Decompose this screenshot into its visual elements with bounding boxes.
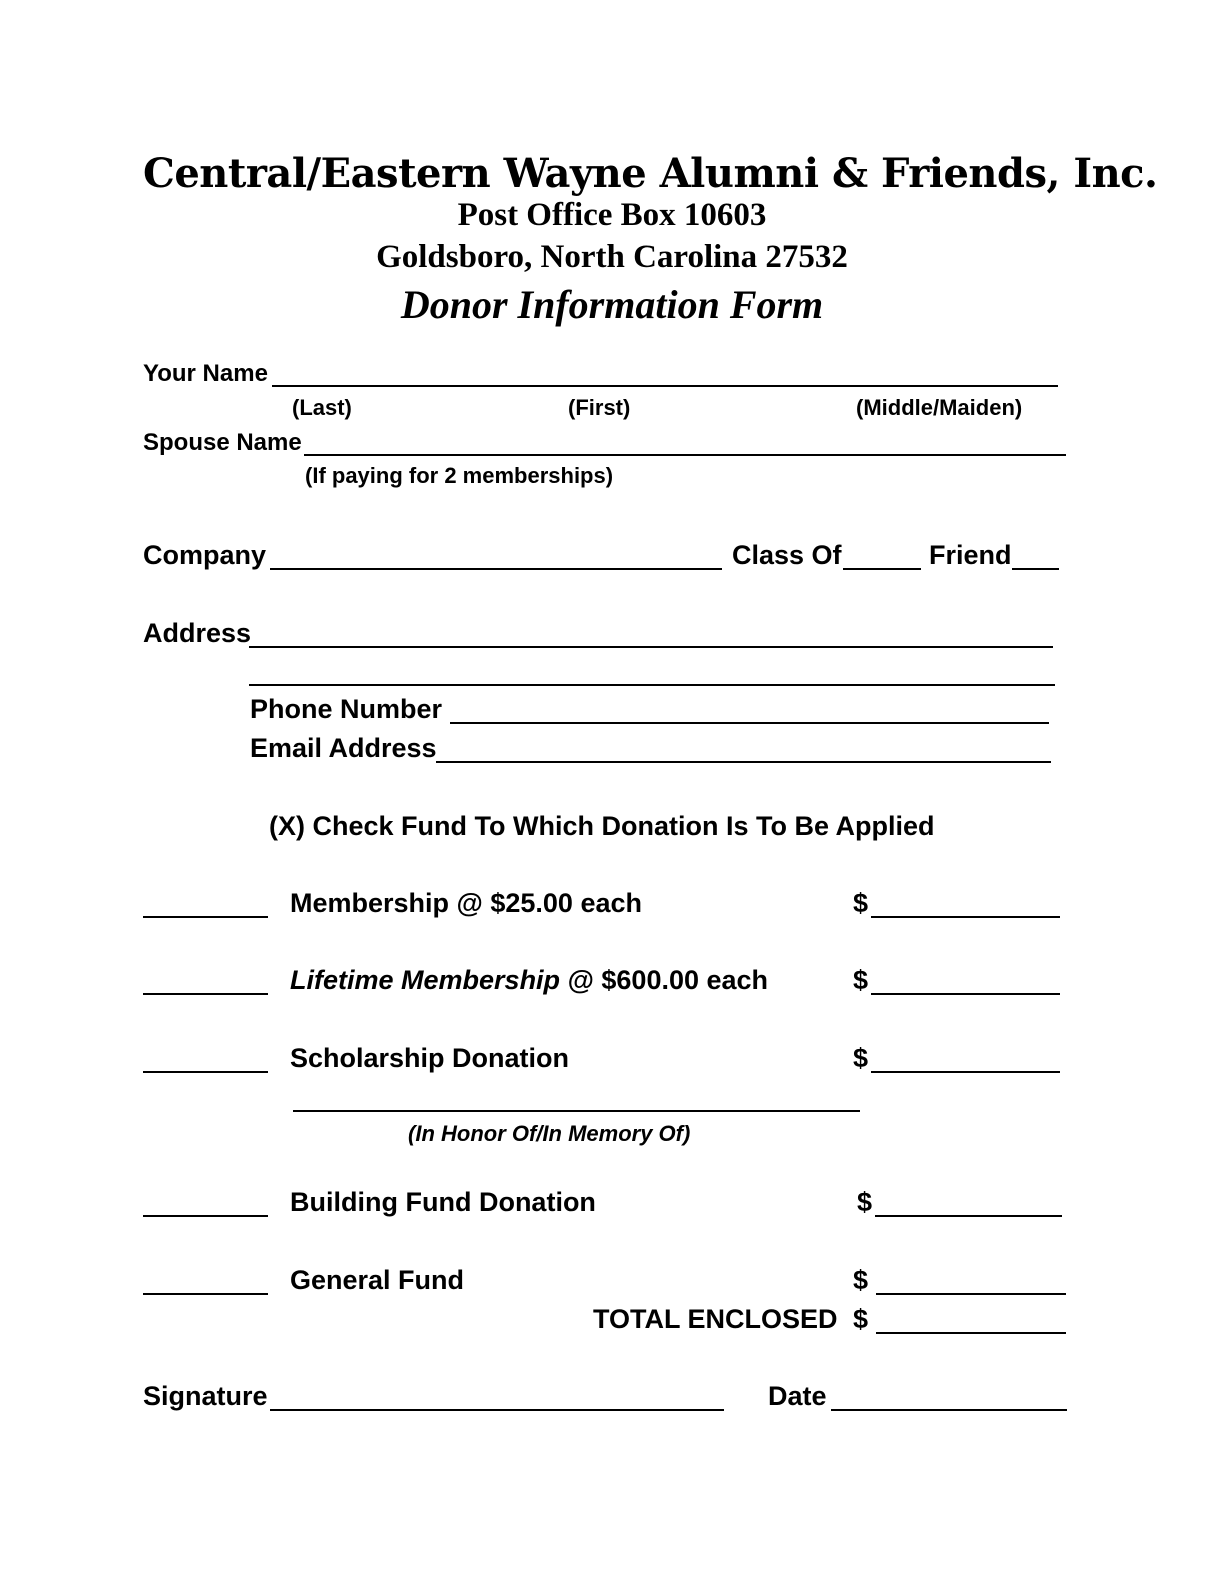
lifetime-membership-label [290,965,768,996]
class-of-field[interactable] [843,568,921,570]
date-field[interactable] [831,1409,1067,1411]
email-field[interactable] [436,761,1051,763]
lifetime-price: @ $600.00 each [560,965,769,995]
dollar-sign: $ [853,888,869,918]
lifetime-checkbox[interactable] [143,993,268,995]
dollar-sign: $ [853,1265,869,1295]
membership-label: Membership @ $25.00 each [290,888,642,918]
fund-instruction: (X) Check Fund To Which Donation Is To Be Applied [269,811,935,841]
general-checkbox[interactable] [143,1293,268,1295]
address-label: Address [143,618,252,648]
spouse-name-label: Spouse Name [143,429,302,456]
building-fund-label: Building Fund Donation [290,1187,596,1217]
building-checkbox[interactable] [143,1215,268,1217]
lifetime-amount-field[interactable] [871,993,1060,995]
email-label: Email Address [250,733,437,763]
scholarship-label: Scholarship Donation [290,1043,570,1073]
phone-field[interactable] [450,722,1049,724]
company-field[interactable] [270,568,722,570]
signature-label: Signature [143,1381,268,1411]
general-amount-field[interactable] [876,1293,1066,1295]
membership-checkbox[interactable] [143,916,268,918]
form-title: Donor Information Form [400,282,824,327]
address-line-1-field[interactable] [249,646,1053,648]
dollar-sign: $ [853,1043,869,1073]
honor-memory-field[interactable] [293,1110,860,1112]
po-box: Post Office Box 10603 [457,197,767,233]
general-fund-label: General Fund [290,1265,465,1295]
organization-name: Central/Eastern Wayne Alumni & Friends, Inc. [143,150,1158,197]
city-state-zip: Goldsboro, North Carolina 27532 [376,239,848,275]
honor-memory-note: (In Honor Of/In Memory Of) [408,1121,691,1146]
friend-field[interactable] [1012,568,1059,570]
spouse-name-field[interactable] [304,454,1066,456]
scholarship-checkbox[interactable] [143,1071,268,1073]
dollar-sign: $ [857,1187,873,1217]
dollar-sign: $ [853,965,869,995]
address-line-2-field[interactable] [249,684,1055,686]
signature-field[interactable] [270,1409,724,1411]
membership-amount-field[interactable] [871,916,1060,918]
scholarship-amount-field[interactable] [871,1071,1060,1073]
total-enclosed-label: TOTAL ENCLOSED [593,1304,838,1334]
middle-name-label: (Middle/Maiden) [856,395,1023,420]
first-name-label: (First) [568,395,631,420]
your-name-field[interactable] [272,385,1058,387]
date-label: Date [768,1381,827,1411]
building-amount-field[interactable] [875,1215,1062,1217]
friend-label: Friend [929,540,1012,570]
last-name-label: (Last) [292,395,352,420]
spouse-note: (If paying for 2 memberships) [305,463,614,488]
lifetime-name: Lifetime Membership [290,965,561,995]
your-name-label: Your Name [143,360,268,387]
dollar-sign: $ [853,1304,869,1334]
phone-label: Phone Number [250,694,443,724]
total-amount-field[interactable] [876,1332,1066,1334]
company-label: Company [143,540,267,570]
class-of-label: Class Of [732,540,842,570]
